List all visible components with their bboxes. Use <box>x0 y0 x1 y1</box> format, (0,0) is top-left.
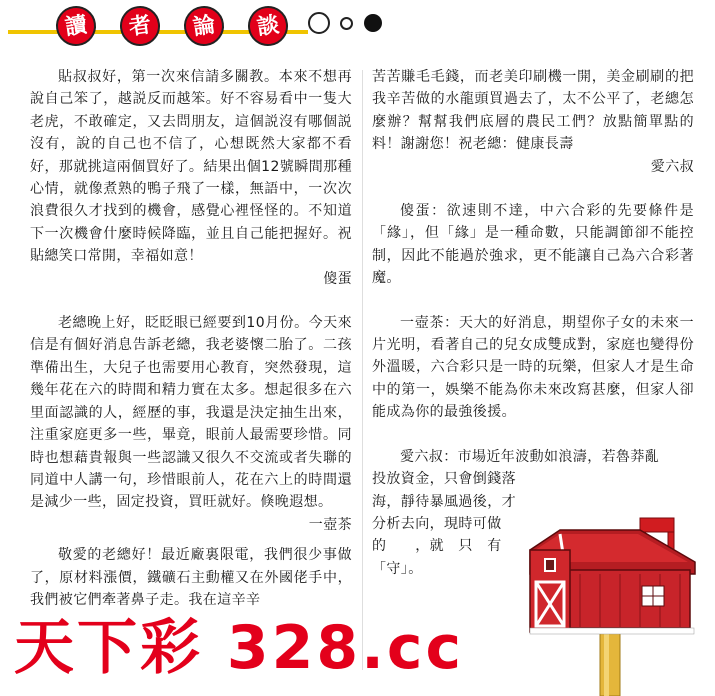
reply-ailiushu-line-5: 的 ，就 只 有 <box>372 538 502 555</box>
letter-ailiushu-part2: 苦苦賺毛毛錢，而老美印刷機一開，美金刷刷的把我辛苦做的水龍頭買過去了，太不公平了，老總怎麼辦？幫幫我們底層的農民工們？放點簡單點的料！謝謝您！祝老總：健康長壽 <box>372 69 694 153</box>
reply-yihucha: 一壺茶：天大的好消息，期望你子女的未來一片光明，看著自己的兒女成雙成對，家庭也變得份外溫暖，六合彩只是一時的玩樂，但家人才是生命中的第一，娛樂不能為你未來改寫甚麼，但家人卻能成為你的最強後援。 <box>372 314 694 421</box>
reply-shadan: 傻蛋：欲速則不達，中六合彩的先要條件是「緣」，但「緣」是一種命數，只能調節卻不能控制，因此不能過於強求，更不能讓自己為六合彩著魔。 <box>372 203 694 287</box>
column-divider <box>362 70 363 670</box>
section-header <box>8 2 408 50</box>
decor-circle-small <box>340 17 353 30</box>
watermark-text: 天下彩 328.cc <box>14 613 465 683</box>
letter-shadan-signature: 傻蛋 <box>323 270 352 287</box>
red-mailbox-icon <box>520 512 710 696</box>
title-char-2: 者 <box>117 3 162 48</box>
left-column <box>30 66 352 611</box>
title-char-4: 談 <box>245 3 290 48</box>
reply-ailiushu-line-3: 海，靜待暴風過後，才 <box>372 493 516 510</box>
decor-dot-filled <box>364 14 382 32</box>
letter-ailiushu-signature: 愛六叔 <box>650 158 694 175</box>
reply-ailiushu-line-2: 投放資金，只會倒錢落 <box>372 471 516 488</box>
letter-ailiushu-part1: 敬愛的老總好！最近廠裏限電，我們很少事做了，原材料漲價，鐵礦石主動權又在外國佬手中，我們被它們牽著鼻子走。我在這辛辛 <box>30 547 352 608</box>
decor-circle-large <box>308 12 330 34</box>
title-char-1: 讀 <box>53 3 98 48</box>
reply-ailiushu-line-1: 愛六叔：市場近年波動如浪濤，若魯莽亂 <box>400 448 660 465</box>
title-char-3: 論 <box>181 3 226 48</box>
letter-shadan: 貼叔叔好，第一次來信請多關教。本來不想再說自己笨了，越説反而越笨。好不容易看中一隻大老虎，不敢確定，又去問朋友，這個説沒有哪個説沒有，說的自己也不信了，心想既然大家都不看好，那就挑這兩個買好了。結果出個12號瞬間那種心情，就像煮熟的鴨子飛了一樣，無語中，一次次浪費很久才找到的機會，感覺心裡怪怪的。不知道下一次機會什麼時候降臨，並且自己能把握好。祝貼總笑口常開，幸福如意！ <box>30 69 352 265</box>
letter-yihucha: 老總晚上好，眨眨眼已經要到10月份。今天來信是有個好消息告訴老總，我老婆懷二胎了。二孩準備出生，大兒子也需要用心教育，突然發現，這幾年花在六的時間和精力實在太多。想起很多在六里面認識的人，經歷的事，我還是決定抽生出來，注重家庭更多一些，畢竟，眼前人最需要珍惜。同時也想藉貴報與一些認識又很久不交流或者失聯的同道中人講一句，珍惜眼前人，花在六上的時間還是減少一些，固定投資，買旺就好。倏晚遐想。 <box>30 315 352 511</box>
reply-ailiushu-line-6: 「守」。 <box>372 560 423 577</box>
reply-ailiushu-line-4: 分析去向，現時可做 <box>372 515 502 532</box>
letter-yihucha-signature: 一壺茶 <box>308 516 352 533</box>
right-column <box>372 66 694 580</box>
